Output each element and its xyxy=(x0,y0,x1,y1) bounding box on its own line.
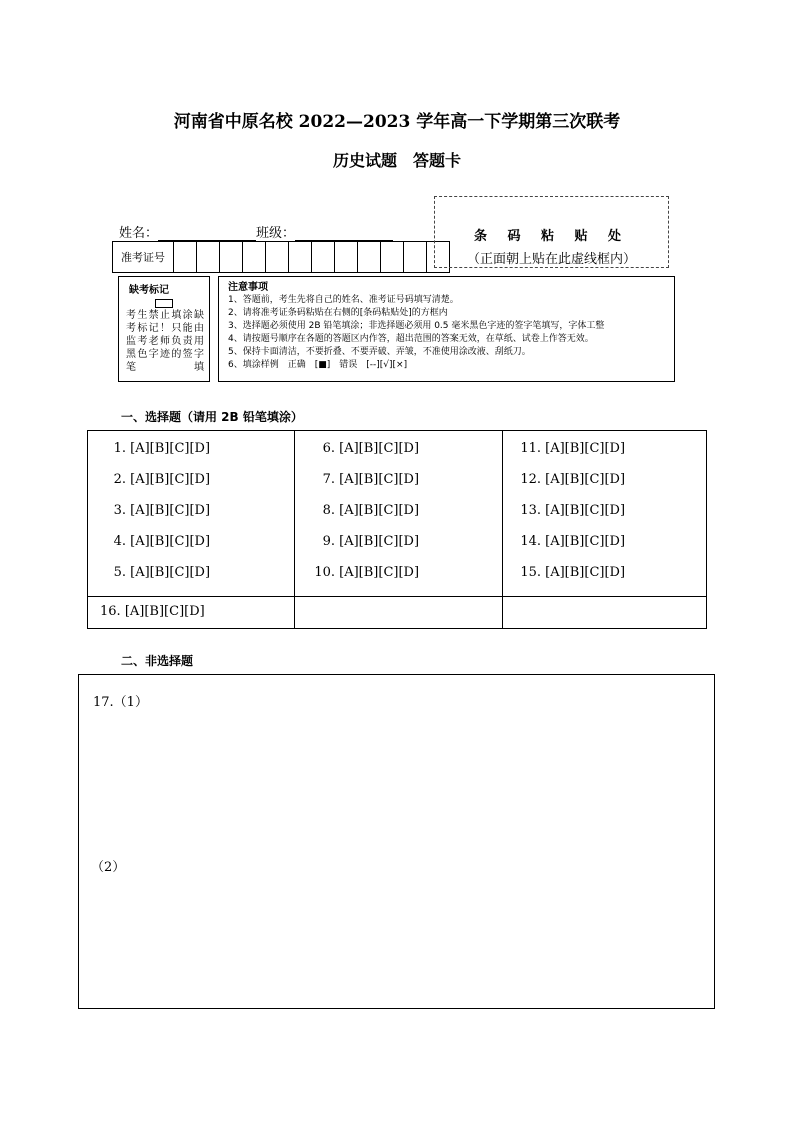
class-label: 班级： xyxy=(256,226,296,241)
empty-cell xyxy=(503,597,707,629)
absent-mark-checkbox[interactable] xyxy=(155,299,173,308)
name-field[interactable] xyxy=(158,226,256,241)
choice-question[interactable]: 1. [A][B][C][D] xyxy=(113,441,211,456)
absent-mark-text: 考生禁止填涂缺考标记！只能由监考老师负责用黑色字迹的签字笔填 xyxy=(126,310,205,373)
exam-number-cell[interactable] xyxy=(197,242,220,272)
exam-number-cell[interactable] xyxy=(243,242,266,272)
student-info-row xyxy=(119,222,393,241)
absent-mark-box xyxy=(118,276,210,382)
choice-question[interactable]: 7. [A][B][C][D] xyxy=(322,472,420,487)
choice-question[interactable]: 3. [A][B][C][D] xyxy=(113,503,211,518)
choice-column-3 xyxy=(503,431,707,597)
exam-number-cell[interactable] xyxy=(312,242,335,272)
notes-box xyxy=(218,276,675,382)
choice-question[interactable]: 5. [A][B][C][D] xyxy=(113,565,211,580)
page-subtitle: 历史试题 答题卡 xyxy=(332,151,461,170)
exam-number-grid xyxy=(112,241,450,273)
barcode-title: 条 码 粘 贴 处 xyxy=(473,229,630,244)
section-nonchoice-title: 二、非选择题 xyxy=(121,654,194,668)
notes-title: 注意事项 xyxy=(228,282,268,293)
choice-question[interactable]: 2. [A][B][C][D] xyxy=(113,472,211,487)
empty-cell xyxy=(295,597,503,629)
name-label: 姓名： xyxy=(119,226,159,241)
q17-part2-label: （2） xyxy=(91,860,126,875)
exam-number-cell[interactable] xyxy=(404,242,427,272)
section-choice-title: 一、选择题（请用 2B 铅笔填涂） xyxy=(121,410,303,424)
choice-question[interactable]: 14. [A][B][C][D] xyxy=(520,534,626,549)
choice-question[interactable]: 13. [A][B][C][D] xyxy=(520,503,626,518)
note-item: 6、填涂样例 正确 [■] 错误 [--][√][×] xyxy=(228,360,408,370)
choice-question[interactable]: 11. [A][B][C][D] xyxy=(520,441,626,456)
page-title: 河南省中原名校 2022—2023 学年高一下学期第三次联考 xyxy=(173,112,621,132)
note-item: 5、保持卡面清洁，不要折叠、不要弄破、弄皱，不准使用涂改液、刮纸刀。 xyxy=(228,347,531,357)
choice-question[interactable]: 15. [A][B][C][D] xyxy=(520,565,626,580)
barcode-area xyxy=(434,196,669,268)
choice-column-1-extra xyxy=(88,597,295,629)
exam-number-cell[interactable] xyxy=(174,242,197,272)
absent-mark-title: 缺考标记 xyxy=(129,285,169,296)
barcode-note: （正面朝上贴在此虚线框内） xyxy=(466,252,636,267)
choice-column-2 xyxy=(295,431,503,597)
choice-question[interactable]: 10. [A][B][C][D] xyxy=(314,565,420,580)
note-item: 4、请按题号顺序在各题的答题区内作答，超出范围的答案无效，在草纸、试卷上作答无效。 xyxy=(228,334,594,344)
exam-number-label: 准考证号 xyxy=(113,242,174,272)
note-item: 3、选择题必须使用 2B 铅笔填涂；非选择题必须用 0.5 毫米黑色字迹的签字笔填写，字体工整 xyxy=(228,321,605,331)
choice-question[interactable]: 8. [A][B][C][D] xyxy=(322,503,420,518)
choice-question[interactable]: 6. [A][B][C][D] xyxy=(322,441,420,456)
q17-part1-label: 17.（1） xyxy=(93,695,148,710)
exam-number-cell[interactable] xyxy=(335,242,358,272)
note-item: 1、答题前，考生先将自己的姓名、准考证号码填写清楚。 xyxy=(228,295,459,305)
note-item: 2、请将准考证条码粘贴在右侧的[条码粘贴处]的方框内 xyxy=(228,308,448,318)
exam-number-cell[interactable] xyxy=(358,242,381,272)
exam-number-cell[interactable] xyxy=(289,242,312,272)
choice-question[interactable]: 9. [A][B][C][D] xyxy=(322,534,420,549)
exam-number-cell[interactable] xyxy=(381,242,404,272)
choice-question[interactable]: 16. [A][B][C][D] xyxy=(100,604,205,619)
choice-column-1 xyxy=(88,431,295,597)
choice-question[interactable]: 4. [A][B][C][D] xyxy=(113,534,211,549)
choice-question[interactable]: 12. [A][B][C][D] xyxy=(520,472,626,487)
choice-answer-table xyxy=(87,430,707,629)
exam-number-cell[interactable] xyxy=(266,242,289,272)
exam-number-cell[interactable] xyxy=(220,242,243,272)
class-field[interactable] xyxy=(295,226,393,241)
answer-box-17[interactable] xyxy=(78,674,715,1009)
